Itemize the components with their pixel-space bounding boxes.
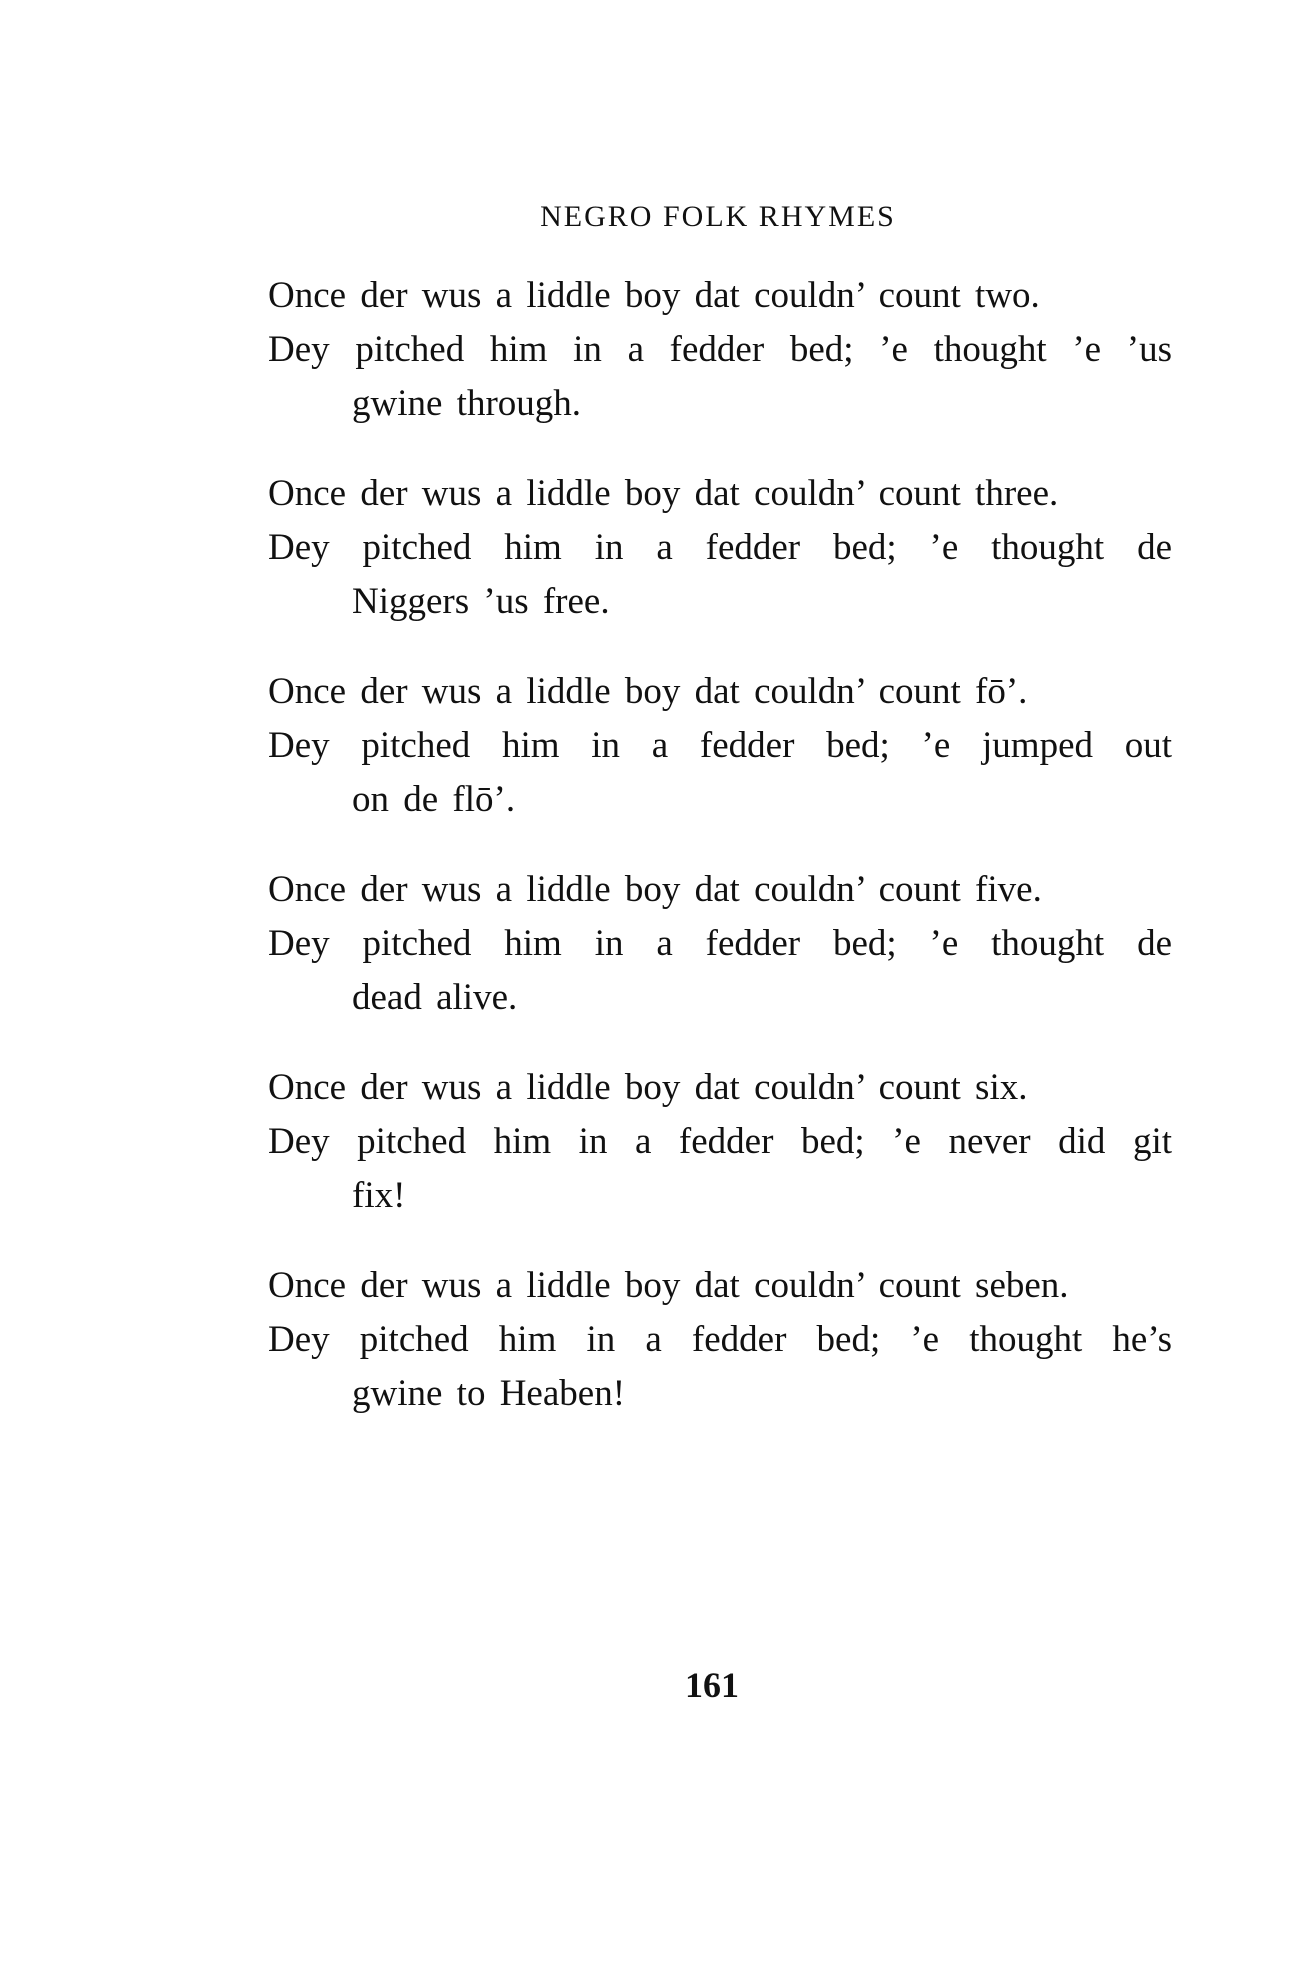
verse-line: Dey pitched him in a fedder bed; ’e thought he’s bbox=[268, 1319, 1172, 1360]
verse-line: Dey pitched him in a fedder bed; ’e thought ’e ’us bbox=[268, 329, 1172, 370]
stanza bbox=[268, 467, 1172, 629]
verse-line-continuation: on de flō’. bbox=[352, 779, 516, 820]
stanza bbox=[268, 1259, 1172, 1421]
verse-line-continuation: dead alive. bbox=[352, 977, 518, 1018]
verse-line: Once der wus a liddle boy dat couldn’ count seben. bbox=[268, 1265, 1069, 1306]
stanza bbox=[268, 665, 1172, 827]
verse-line: Once der wus a liddle boy dat couldn’ count fō’. bbox=[268, 671, 1028, 712]
stanza bbox=[268, 1061, 1172, 1223]
verse-line: Once der wus a liddle boy dat couldn’ count six. bbox=[268, 1067, 1028, 1108]
verse-line: Dey pitched him in a fedder bed; ’e never did git bbox=[268, 1121, 1172, 1162]
verse-line: Once der wus a liddle boy dat couldn’ count two. bbox=[268, 275, 1040, 316]
verse-line: Once der wus a liddle boy dat couldn’ count three. bbox=[268, 473, 1059, 514]
poem-body bbox=[268, 269, 1172, 1457]
verse-line: Once der wus a liddle boy dat couldn’ count five. bbox=[268, 869, 1042, 910]
verse-line-continuation: Niggers ’us free. bbox=[352, 581, 610, 622]
verse-line: Dey pitched him in a fedder bed; ’e jumped out bbox=[268, 725, 1172, 766]
verse-line-continuation: fix! bbox=[352, 1175, 406, 1216]
verse-line: Dey pitched him in a fedder bed; ’e thought de bbox=[268, 527, 1172, 568]
running-header: NEGRO FOLK RHYMES bbox=[540, 200, 896, 233]
stanza bbox=[268, 863, 1172, 1025]
page-number: 161 bbox=[685, 1665, 739, 1705]
verse-line-continuation: gwine to Heaben! bbox=[352, 1373, 626, 1414]
verse-line-continuation: gwine through. bbox=[352, 383, 582, 424]
verse-line: Dey pitched him in a fedder bed; ’e thought de bbox=[268, 923, 1172, 964]
stanza bbox=[268, 269, 1172, 431]
